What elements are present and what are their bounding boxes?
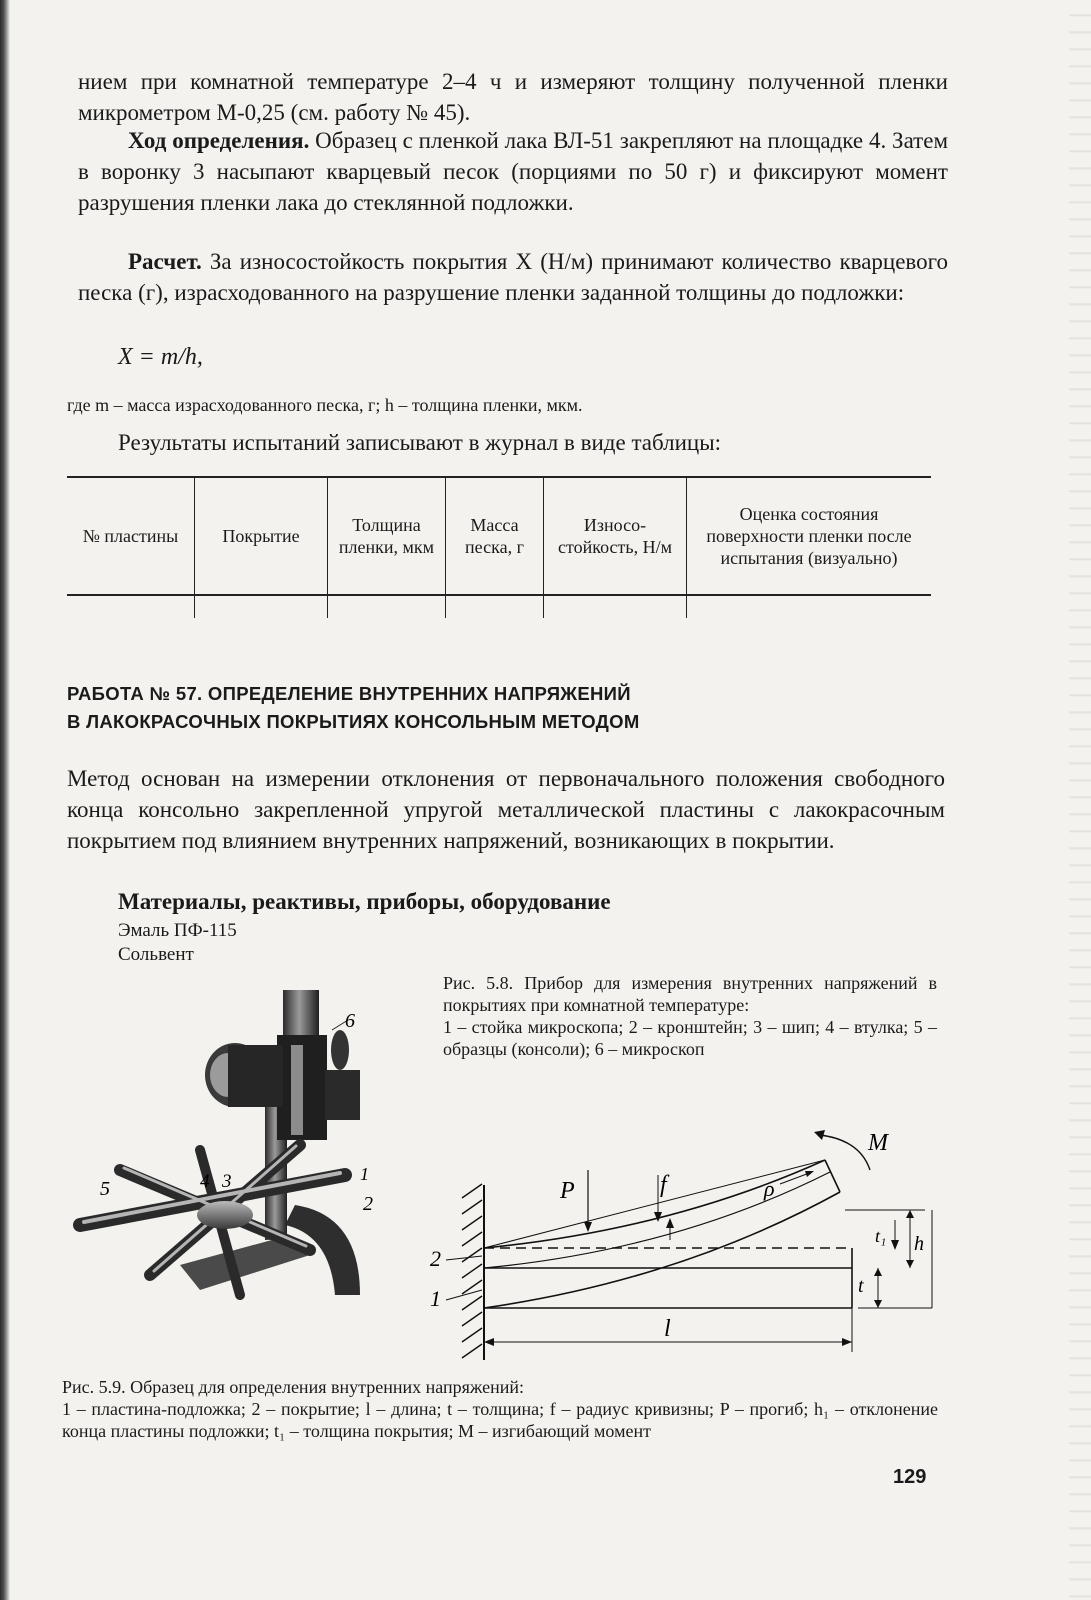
fig59-label-h: h	[914, 1233, 924, 1255]
calculation-heading: Расчет.	[128, 249, 202, 274]
fig58-label-3: 3	[222, 1171, 232, 1192]
fig59-label-l: l	[664, 1316, 671, 1342]
section-title	[67, 680, 937, 736]
section-title-line-1: РАБОТА № 57. ОПРЕДЕЛЕНИЕ ВНУТРЕННИХ НАПРЯЖЕНИЙ	[67, 683, 631, 704]
col-wear-resistance: Износо-стойкость, Н/м	[544, 477, 687, 595]
formula-explanation: где m – масса израсходованного песка, г; h – толщина пленки, мкм.	[67, 395, 583, 415]
calculation-paragraph	[78, 246, 948, 308]
page-number: 129	[893, 1466, 927, 1488]
material-item: Сольвент	[118, 944, 194, 965]
method-intro	[67, 763, 945, 856]
fig59-label-f: f	[660, 1172, 667, 1198]
col-sand-mass: Масса песка, г	[446, 477, 544, 595]
method-intro-text: Метод основан на измерении отклонения от первоначального положения свободного конца консольно закрепленной упругой металлической пластины с лакокрасочным покрытием под влиянием внутренних напряжений, возникающих в покрытии.	[67, 766, 945, 853]
fig-5-8-legend: 1 – стойка микроскопа; 2 – кронштейн; 3 – шип; 4 – втулка; 5 – образцы (консоли); 6 – микроскоп	[443, 1017, 937, 1059]
fig-5-9-caption	[62, 1376, 938, 1442]
col-thickness: Толщина пленки, мкм	[328, 477, 446, 595]
fig58-label-5: 5	[100, 1178, 110, 1200]
calculation-body: За износостойкость покрытия X (Н/м) принимают количество кварцевого песка (г), израсходованного на разрушение пленки заданной толщины до подложки:	[78, 249, 948, 305]
procedure-paragraph	[78, 125, 948, 218]
fig-5-8-caption-title: Рис. 5.8. Прибор для измерения внутренних напряжений в покрытиях при комнатной температуре:	[443, 973, 937, 1015]
fig59-label-2: 2	[430, 1246, 441, 1271]
fig58-label-2: 2	[363, 1193, 373, 1215]
page-edge	[1069, 0, 1091, 1600]
fig59-label-1: 1	[430, 1286, 441, 1311]
table-row	[67, 595, 931, 618]
material-item: Эмаль ПФ-115	[118, 920, 237, 941]
fig58-label-4: 4	[200, 1171, 210, 1192]
table-header-row	[67, 477, 931, 595]
col-surface-assessment: Оценка состояния поверхности пленки после испытания (визуально)	[687, 477, 932, 595]
materials-list	[118, 919, 518, 967]
fig-5-9-caption-title: Рис. 5.9. Образец для определения внутренних напряжений:	[62, 1377, 524, 1397]
col-plate-number: № пластины	[67, 477, 195, 595]
section-title-line-2: В ЛАКОКРАСОЧНЫХ ПОКРЫТИЯХ КОНСОЛЬНЫМ МЕТОДОМ	[67, 711, 640, 732]
fig-5-9-cantilever-diagram	[420, 1120, 950, 1365]
fig59-label-P: P	[560, 1178, 575, 1204]
fig59-label-t1: t₁	[875, 1226, 887, 1246]
fig-5-8-caption	[443, 972, 937, 1060]
continuation-text: нием при комнатной температуре 2–4 ч и измеряют толщину полученной пленки микрометром М-0,25 (см. работу № 45).	[78, 69, 948, 125]
fig59-label-t: t	[858, 1275, 864, 1297]
results-line: Результаты испытаний записывают в журнал в виде таблицы:	[118, 430, 722, 455]
fig59-label-rho: ρ	[764, 1176, 775, 1201]
fig-5-9-legend: 1 – пластина-подложка; 2 – покрытие; l – длина; t – толщина; f – радиус кривизны; P – прогиб; h₁ – отклонение конца пластины подложки; t₁ – толщина покрытия; M – изгибающий момент	[62, 1399, 938, 1441]
formula: X = m/h,	[118, 344, 203, 370]
fig-5-8-apparatus-illustration	[60, 975, 420, 1315]
materials-heading: Материалы, реактивы, приборы, оборудование	[118, 889, 611, 914]
calculation-text	[78, 246, 948, 308]
procedure-text	[78, 125, 948, 218]
results-table	[67, 476, 931, 618]
continuation-paragraph	[78, 66, 948, 128]
book-binding-shadow	[0, 0, 10, 1600]
col-coating: Покрытие	[195, 477, 328, 595]
fig58-label-6: 6	[345, 1010, 355, 1032]
procedure-heading: Ход определения.	[128, 128, 310, 153]
fig58-label-1: 1	[360, 1164, 369, 1184]
fig59-label-M: M	[868, 1130, 888, 1156]
procedure-body: Образец с пленкой лака ВЛ-51 закрепляют на площадке 4. Затем в воронку 3 насыпают кварцевый песок (порциями по 50 г) и фиксируют момент разрушения пленки лака до стеклянной подложки.	[78, 128, 948, 215]
